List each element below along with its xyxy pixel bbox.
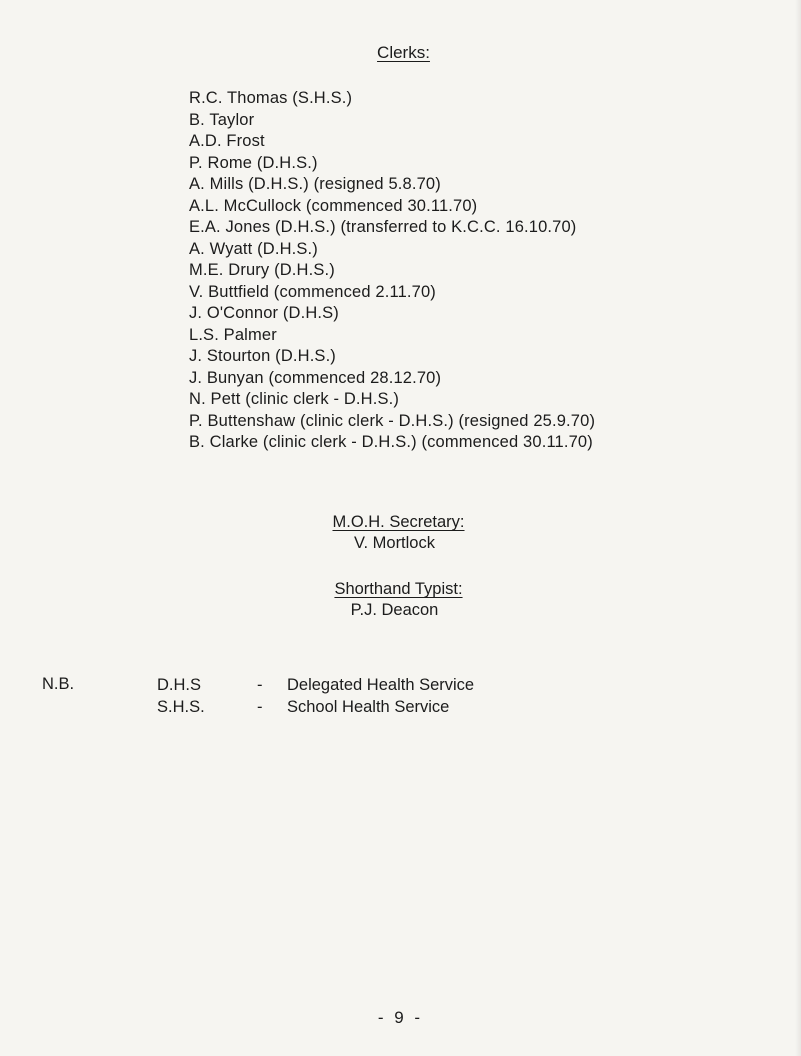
clerk-entry: J. Bunyan (commenced 28.12.70) bbox=[189, 368, 442, 387]
moh-secretary-heading: M.O.H. Secretary: bbox=[332, 513, 465, 531]
page-number: - 9 - bbox=[377, 1008, 424, 1027]
clerk-entry: P. Buttenshaw (clinic clerk - D.H.S.) (resigned 25.9.70) bbox=[189, 411, 596, 430]
moh-secretary-name: V. Mortlock bbox=[353, 534, 435, 552]
moh-secretary-section bbox=[0, 512, 799, 554]
shorthand-typist-heading: Shorthand Typist: bbox=[334, 580, 463, 598]
clerk-entry: P. Rome (D.H.S.) bbox=[189, 153, 318, 172]
shorthand-typist-name: P.J. Deacon bbox=[350, 601, 439, 619]
clerk-entry: A.D. Frost bbox=[189, 132, 265, 150]
clerk-entry: J. O'Connor (D.H.S) bbox=[189, 304, 339, 322]
abbreviation: D.H.S bbox=[157, 676, 202, 694]
abbreviation-dash: - bbox=[257, 676, 263, 694]
clerk-entry: A.L. McCullock (commenced 30.11.70) bbox=[189, 196, 478, 215]
clerk-entry: L.S. Palmer bbox=[189, 325, 277, 344]
abbreviation-definition: School Health Service bbox=[287, 697, 450, 716]
shorthand-typist-section bbox=[0, 579, 799, 621]
clerk-entry: E.A. Jones (D.H.S.) (transferred to K.C.C. 16.10.70) bbox=[189, 218, 577, 236]
clerk-entry: A. Mills (D.H.S.) (resigned 5.8.70) bbox=[189, 175, 441, 193]
clerk-entry: R.C. Thomas (S.H.S.) bbox=[189, 89, 353, 107]
clerk-entry: B. Taylor bbox=[189, 110, 255, 129]
clerks-list bbox=[189, 88, 595, 454]
abbreviation: S.H.S. bbox=[157, 697, 205, 716]
clerks-heading: Clerks: bbox=[377, 43, 430, 62]
abbreviation-definition: Delegated Health Service bbox=[287, 676, 475, 694]
clerk-entry: M.E. Drury (D.H.S.) bbox=[189, 261, 335, 279]
clerk-entry: N. Pett (clinic clerk - D.H.S.) bbox=[189, 390, 400, 408]
clerk-entry: V. Buttfield (commenced 2.11.70) bbox=[189, 282, 436, 301]
clerk-entry: B. Clarke (clinic clerk - D.H.S.) (commenced 30.11.70) bbox=[189, 433, 593, 451]
note-label: N.B. bbox=[42, 675, 75, 693]
clerk-entry: A. Wyatt (D.H.S.) bbox=[189, 239, 318, 258]
abbreviation-dash: - bbox=[257, 697, 263, 716]
clerk-entry: J. Stourton (D.H.S.) bbox=[189, 347, 336, 365]
